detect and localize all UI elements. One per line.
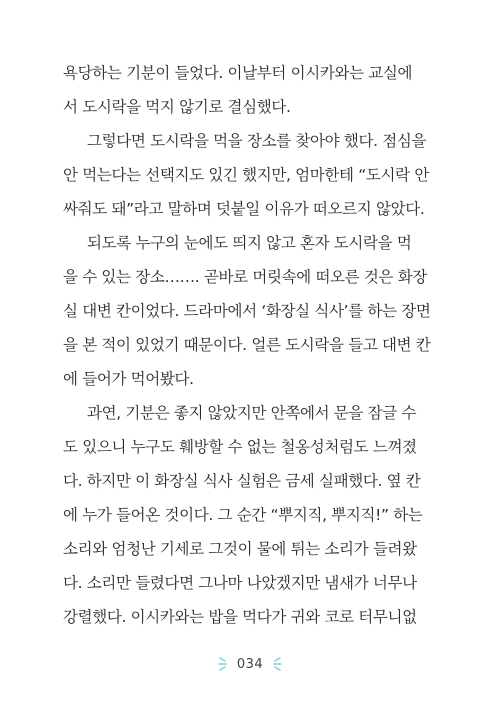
text-line: 에 들어가 먹어봤다. <box>63 370 194 388</box>
text-line: 강렬했다. 이시카와는 밥을 먹다가 귀와 코로 터무니없 <box>63 608 417 626</box>
text-line: 을 수 있는 장소……. 곧바로 머릿속에 떠오른 것은 화장 <box>63 268 427 286</box>
text-line: 싸줘도 돼”라고 말하며 덧붙일 이유가 떠오르지 않았다. <box>63 200 425 218</box>
text-line: 안 먹는다는 선택지도 있긴 했지만, 엄마한테 “도시락 안 <box>63 166 430 184</box>
text-line: 을 본 적이 있었기 때문이다. 얼른 도시락을 들고 대변 칸 <box>63 336 431 354</box>
body-text <box>63 56 440 634</box>
text-line: 욕당하는 기분이 들었다. 이날부터 이시카와는 교실에 <box>63 64 413 82</box>
paragraph-1 <box>63 56 440 124</box>
text-line: 되도록 누구의 눈에도 띄지 않고 혼자 도시락을 먹 <box>87 234 412 252</box>
text-line: 과연, 기분은 좋지 않았지만 안쪽에서 문을 잠글 수 <box>87 404 417 422</box>
text-line: 에 누가 들어온 것이다. 그 순간 “뿌지직, 뿌지직!” 하는 <box>63 506 423 524</box>
text-line: 서 도시락을 먹지 않기로 결심했다. <box>63 98 291 116</box>
paragraph-2 <box>63 124 440 226</box>
sparkle-icon <box>217 655 231 673</box>
paragraph-4 <box>63 396 440 634</box>
text-line: 실 대변 칸이었다. 드라마에서 ‘화장실 식사’를 하는 장면 <box>63 302 431 320</box>
text-line: 도 있으니 누구도 훼방할 수 없는 철옹성처럼도 느껴졌 <box>63 438 417 456</box>
page-footer <box>0 652 500 676</box>
paragraph-3 <box>63 226 440 396</box>
text-line: 다. 소리만 들렸다면 그나마 나았겠지만 냄새가 너무나 <box>63 574 417 592</box>
text-line: 소리와 엄청난 기세로 그것이 물에 튀는 소리가 들려왔 <box>63 540 417 558</box>
sparkle-icon <box>269 655 283 673</box>
text-line: 다. 하지만 이 화장실 식사 실험은 금세 실패했다. 옆 칸 <box>63 472 421 490</box>
page-number: 034 <box>236 656 264 672</box>
text-line: 그렇다면 도시락을 먹을 장소를 찾아야 했다. 점심을 <box>87 132 427 150</box>
